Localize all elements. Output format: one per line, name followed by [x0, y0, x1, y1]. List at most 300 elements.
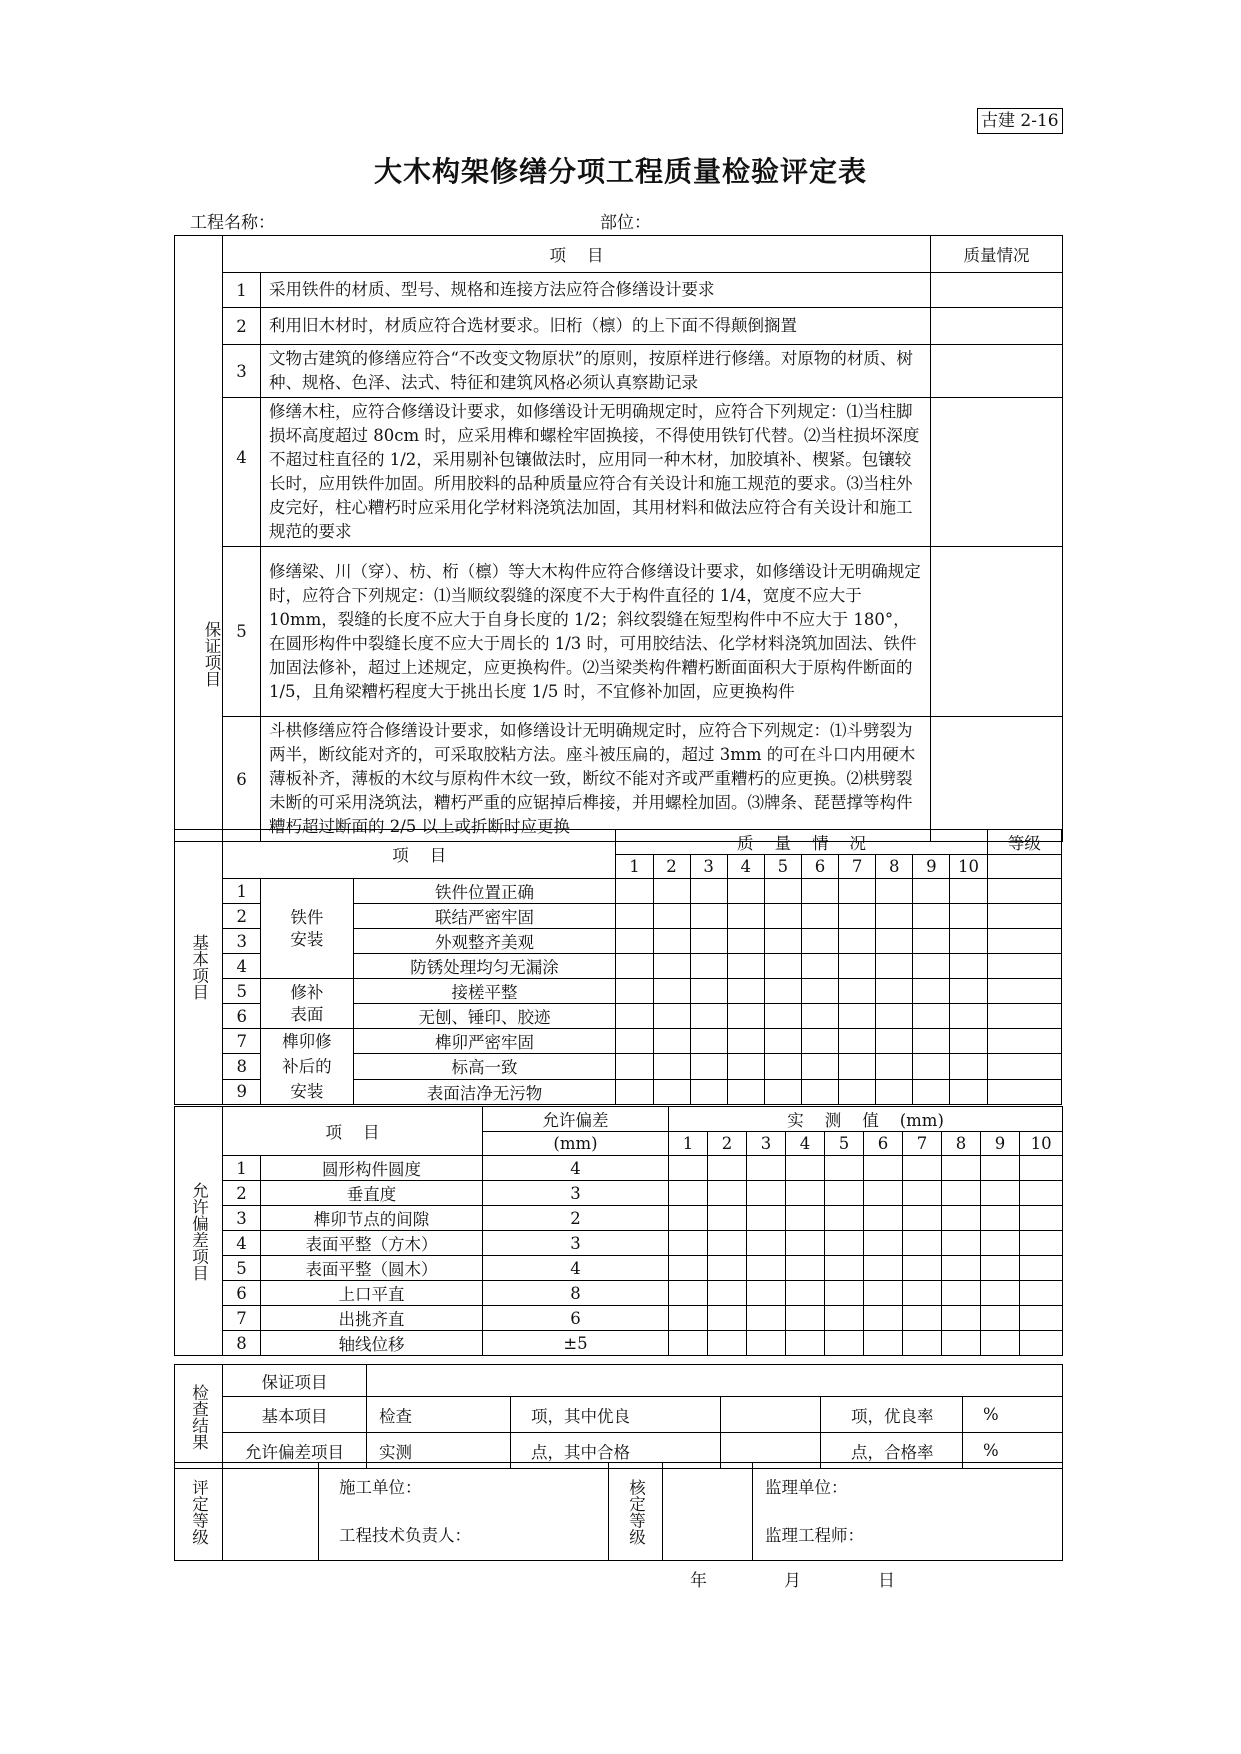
basic-cell[interactable]: [727, 1054, 764, 1079]
measure-cell[interactable]: [864, 1281, 903, 1306]
guarantee-row-no: 2: [223, 308, 261, 345]
basic-cell[interactable]: [727, 929, 764, 954]
basic-col-num: 7: [839, 855, 876, 879]
basic-cell[interactable]: [876, 1054, 913, 1079]
basic-cell[interactable]: [727, 979, 764, 1004]
basic-cell[interactable]: [950, 1004, 987, 1029]
tolerance-row-allow: 4: [483, 1156, 669, 1181]
basic-cell[interactable]: [690, 1079, 727, 1104]
basic-cell[interactable]: [727, 879, 764, 904]
basic-cell[interactable]: [876, 879, 913, 904]
measure-cell[interactable]: [903, 1306, 942, 1331]
basic-cell[interactable]: [764, 904, 801, 929]
measure-cell[interactable]: [786, 1281, 825, 1306]
basic-cell[interactable]: [764, 1029, 801, 1054]
basic-cell[interactable]: [913, 1054, 950, 1079]
measure-cell[interactable]: [942, 1306, 981, 1331]
measure-cell[interactable]: [903, 1181, 942, 1206]
basic-cell[interactable]: [653, 1029, 690, 1054]
form-code: 古建 2-16: [977, 108, 1063, 134]
basic-grade-cell[interactable]: [987, 855, 1061, 879]
measure-cell[interactable]: [825, 1281, 864, 1306]
measure-cell[interactable]: [942, 1156, 981, 1181]
basic-cell[interactable]: [616, 979, 653, 1004]
basic-col-num: 4: [727, 855, 764, 879]
measure-cell[interactable]: [864, 1306, 903, 1331]
result-section-label: 检查结果: [175, 1365, 223, 1469]
basic-cell[interactable]: [950, 929, 987, 954]
guarantee-row-quality[interactable]: [931, 345, 1063, 398]
basic-col-num: 8: [876, 855, 913, 879]
result-basic-item-of: 项，其中优良: [511, 1397, 721, 1433]
basic-cell[interactable]: [913, 1004, 950, 1029]
measure-cell[interactable]: [669, 1256, 708, 1281]
measure-cell[interactable]: [864, 1181, 903, 1206]
basic-cell[interactable]: [913, 979, 950, 1004]
verify-grade-label: 核定等级: [609, 1463, 663, 1561]
basic-cell[interactable]: [876, 1079, 913, 1104]
guarantee-row-text: 修缮木柱，应符合修缮设计要求，如修缮设计无明确规定时，应符合下列规定：⑴当柱脚损坏高度超过 80cm 时，应采用榫和螺栓牢固换接，不得使用铁钉代替。⑵当柱损坏深度不超过柱直径的 1/2，采用剔补包镶做法时，应用同一种木材，加胶填补、楔紧。包镶较长时，应用铁件加固。所用胶料的品种质量应符合有关设计和施工规范的要求。⑶当柱外皮完好，柱心糟朽时应采用化学材料浇筑法加固，其用材料和做法应符合有关设计和施工规范的要求: [261, 398, 931, 547]
basic-col-num: 2: [653, 855, 690, 879]
basic-cell[interactable]: [727, 1004, 764, 1029]
basic-cell[interactable]: [653, 1004, 690, 1029]
guarantee-row-quality[interactable]: [931, 273, 1063, 308]
basic-cell[interactable]: [950, 1079, 987, 1104]
measure-cell[interactable]: [708, 1256, 747, 1281]
basic-col-item: 项 目: [223, 830, 616, 879]
basic-cell[interactable]: [764, 1004, 801, 1029]
rating-construction-block: [319, 1463, 609, 1561]
result-tolerance-rate: 点，合格率: [821, 1433, 963, 1469]
basic-row-text: 防锈处理均匀无漏涂: [353, 954, 616, 979]
basic-cell[interactable]: [801, 1079, 838, 1104]
tolerance-row-no: 7: [223, 1306, 261, 1331]
basic-cell[interactable]: [616, 954, 653, 979]
location-label: 部位：: [600, 213, 651, 233]
tolerance-col-num: 8: [942, 1132, 981, 1156]
measure-cell[interactable]: [864, 1256, 903, 1281]
basic-grade-cell[interactable]: [987, 879, 1061, 904]
tolerance-col-num: 1: [669, 1132, 708, 1156]
basic-cell[interactable]: [950, 1054, 987, 1079]
rating-section-label: 评定等级: [175, 1463, 223, 1561]
measure-cell[interactable]: [669, 1206, 708, 1231]
measure-cell[interactable]: [981, 1281, 1020, 1306]
basic-col-num: 9: [913, 855, 950, 879]
basic-cell[interactable]: [913, 879, 950, 904]
basic-cell[interactable]: [950, 954, 987, 979]
basic-cell[interactable]: [616, 1029, 653, 1054]
guarantee-row-no: 1: [223, 273, 261, 308]
measure-cell[interactable]: [942, 1181, 981, 1206]
guarantee-row-quality[interactable]: [931, 547, 1063, 717]
measure-cell[interactable]: [942, 1331, 981, 1356]
tolerance-row-no: 3: [223, 1206, 261, 1231]
guarantee-row-quality[interactable]: [931, 717, 1063, 842]
measure-cell[interactable]: [669, 1181, 708, 1206]
basic-cell[interactable]: [653, 904, 690, 929]
basic-cell[interactable]: [876, 1029, 913, 1054]
measure-cell[interactable]: [903, 1231, 942, 1256]
guarantee-row-text: 采用铁件的材质、型号、规格和连接方法应符合修缮设计要求: [261, 273, 931, 308]
basic-cell[interactable]: [727, 904, 764, 929]
measure-cell[interactable]: [786, 1306, 825, 1331]
basic-cell[interactable]: [913, 1079, 950, 1104]
basic-cell[interactable]: [801, 879, 838, 904]
basic-cell[interactable]: [801, 979, 838, 1004]
tolerance-row-allow: 3: [483, 1231, 669, 1256]
measure-cell[interactable]: [942, 1256, 981, 1281]
verify-grade-cell[interactable]: [663, 1463, 753, 1561]
basic-cell[interactable]: [690, 904, 727, 929]
measure-cell[interactable]: [786, 1206, 825, 1231]
basic-cell[interactable]: [764, 1054, 801, 1079]
measure-cell[interactable]: [903, 1156, 942, 1181]
basic-cell[interactable]: [727, 1029, 764, 1054]
basic-row-text: 标高一致: [353, 1054, 616, 1079]
guarantee-row-quality[interactable]: [931, 398, 1063, 547]
measure-cell[interactable]: [942, 1206, 981, 1231]
measure-cell[interactable]: [825, 1206, 864, 1231]
tolerance-row-no: 6: [223, 1281, 261, 1306]
basic-cell[interactable]: [727, 954, 764, 979]
basic-row-text: 表面洁净无污物: [353, 1079, 616, 1104]
measure-cell[interactable]: [1020, 1231, 1063, 1256]
result-basic-percent: %: [963, 1397, 1063, 1433]
tolerance-col-num: 2: [708, 1132, 747, 1156]
basic-grade-cell[interactable]: [987, 1029, 1061, 1054]
measure-cell[interactable]: [942, 1281, 981, 1306]
measure-cell[interactable]: [747, 1231, 786, 1256]
basic-cell[interactable]: [690, 1054, 727, 1079]
measure-cell[interactable]: [1020, 1306, 1063, 1331]
basic-cell[interactable]: [913, 904, 950, 929]
measure-cell[interactable]: [1020, 1206, 1063, 1231]
measure-cell[interactable]: [669, 1306, 708, 1331]
measure-cell[interactable]: [786, 1231, 825, 1256]
basic-cell[interactable]: [876, 1004, 913, 1029]
measure-cell[interactable]: [825, 1181, 864, 1206]
measure-cell[interactable]: [1020, 1331, 1063, 1356]
result-basic-excellent-count[interactable]: [721, 1397, 821, 1433]
tolerance-row-no: 4: [223, 1231, 261, 1256]
tolerance-row-allow: 6: [483, 1306, 669, 1331]
result-tolerance-percent: %: [963, 1433, 1063, 1469]
basic-group-label: 铁件安装: [261, 879, 353, 979]
basic-cell[interactable]: [839, 1079, 876, 1104]
basic-cell[interactable]: [801, 954, 838, 979]
basic-cell[interactable]: [764, 954, 801, 979]
basic-cell[interactable]: [764, 929, 801, 954]
tolerance-row-text: 表面平整（方木）: [261, 1231, 483, 1256]
measure-cell[interactable]: [786, 1181, 825, 1206]
measure-cell[interactable]: [786, 1256, 825, 1281]
rating-supervision-block: [753, 1463, 1063, 1561]
basic-cell[interactable]: [950, 1029, 987, 1054]
measure-cell[interactable]: [708, 1306, 747, 1331]
basic-row-text: 无刨、锤印、胶迹: [353, 1004, 616, 1029]
measure-cell[interactable]: [669, 1231, 708, 1256]
date-year: 年: [690, 1571, 707, 1591]
measure-cell[interactable]: [942, 1231, 981, 1256]
guarantee-row-no: 5: [223, 547, 261, 717]
tolerance-col-num: 6: [864, 1132, 903, 1156]
basic-cell[interactable]: [876, 979, 913, 1004]
rating-grade-cell[interactable]: [223, 1463, 319, 1561]
basic-grade-cell[interactable]: [987, 904, 1061, 929]
basic-row-text: 外观整齐美观: [353, 929, 616, 954]
measure-cell[interactable]: [747, 1256, 786, 1281]
basic-cell[interactable]: [690, 879, 727, 904]
page-title: 大木构架修缮分项工程质量检验评定表: [373, 155, 867, 188]
basic-section-label: 基本项目: [175, 830, 223, 1105]
measure-cell[interactable]: [981, 1206, 1020, 1231]
tolerance-row-allow: 2: [483, 1206, 669, 1231]
measure-cell[interactable]: [708, 1331, 747, 1356]
tolerance-row-text: 垂直度: [261, 1181, 483, 1206]
basic-col-num: 6: [801, 855, 838, 879]
basic-cell[interactable]: [876, 929, 913, 954]
measure-cell[interactable]: [747, 1331, 786, 1356]
guarantee-row-no: 3: [223, 345, 261, 398]
basic-cell[interactable]: [653, 1079, 690, 1104]
measure-cell[interactable]: [747, 1206, 786, 1231]
measure-cell[interactable]: [669, 1331, 708, 1356]
tech-leader-label: 工程技术负责人：: [339, 1525, 471, 1545]
basic-cell[interactable]: [839, 879, 876, 904]
basic-grade-cell[interactable]: [987, 1054, 1061, 1079]
basic-cell[interactable]: [839, 954, 876, 979]
guarantee-row-no: 4: [223, 398, 261, 547]
basic-row-no: 6: [223, 1004, 261, 1029]
measure-cell[interactable]: [708, 1281, 747, 1306]
measure-cell[interactable]: [669, 1281, 708, 1306]
tolerance-row-allow: 8: [483, 1281, 669, 1306]
result-guarantee-value[interactable]: [367, 1365, 1063, 1397]
basic-cell[interactable]: [653, 954, 690, 979]
basic-row-no: 1: [223, 879, 261, 904]
basic-grade-cell[interactable]: [987, 1079, 1061, 1104]
measure-cell[interactable]: [747, 1306, 786, 1331]
tolerance-row-allow: 3: [483, 1181, 669, 1206]
measure-cell[interactable]: [747, 1281, 786, 1306]
measure-cell[interactable]: [825, 1306, 864, 1331]
basic-cell[interactable]: [876, 954, 913, 979]
rating-table: [174, 1462, 1063, 1561]
result-tolerance-point-of: 点，其中合格: [511, 1433, 721, 1469]
basic-col-num: 5: [764, 855, 801, 879]
measure-cell[interactable]: [708, 1181, 747, 1206]
tolerance-row-text: 圆形构件圆度: [261, 1156, 483, 1181]
basic-table: [174, 829, 1062, 1105]
basic-cell[interactable]: [839, 904, 876, 929]
tolerance-row-text: 轴线位移: [261, 1331, 483, 1356]
measure-cell[interactable]: [669, 1156, 708, 1181]
basic-cell[interactable]: [690, 1004, 727, 1029]
basic-cell[interactable]: [801, 1054, 838, 1079]
basic-col-num: 10: [950, 855, 987, 879]
tolerance-col-num: 7: [903, 1132, 942, 1156]
tolerance-row-no: 8: [223, 1331, 261, 1356]
guarantee-section-label: 保证项目: [175, 236, 223, 842]
tolerance-table: [174, 1106, 1063, 1356]
measure-cell[interactable]: [747, 1156, 786, 1181]
result-basic-rate: 项，优良率: [821, 1397, 963, 1433]
tolerance-row-text: 出挑齐直: [261, 1306, 483, 1331]
basic-cell[interactable]: [913, 929, 950, 954]
tolerance-row-no: 1: [223, 1156, 261, 1181]
basic-cell[interactable]: [801, 1029, 838, 1054]
guarantee-row-text: 利用旧木材时，材质应符合选材要求。旧桁（檩）的上下面不得颠倒搁置: [261, 308, 931, 345]
date-day: 日: [878, 1571, 895, 1591]
basic-cell[interactable]: [764, 1079, 801, 1104]
tolerance-section-label: 允许偏差项目: [175, 1107, 223, 1356]
supervision-unit-label: 监理单位：: [765, 1477, 848, 1497]
basic-cell[interactable]: [801, 904, 838, 929]
measure-cell[interactable]: [903, 1206, 942, 1231]
measure-cell[interactable]: [786, 1156, 825, 1181]
measure-cell[interactable]: [708, 1156, 747, 1181]
basic-cell[interactable]: [616, 879, 653, 904]
guarantee-row-text: 文物古建筑的修缮应符合“不改变文物原状”的原则，按原样进行修缮。对原物的材质、树种、规格、色泽、法式、特征和建筑风格必须认真察勘记录: [261, 345, 931, 398]
tolerance-col-allow-unit: (mm): [483, 1132, 669, 1156]
measure-cell[interactable]: [903, 1331, 942, 1356]
result-tolerance-measure: 实测: [367, 1433, 511, 1469]
basic-cell[interactable]: [913, 1029, 950, 1054]
basic-row-no: 4: [223, 954, 261, 979]
tolerance-col-num: 5: [825, 1132, 864, 1156]
measure-cell[interactable]: [864, 1206, 903, 1231]
basic-grade-cell[interactable]: [987, 979, 1061, 1004]
basic-grade-cell[interactable]: [987, 1004, 1061, 1029]
tolerance-row-allow: 4: [483, 1256, 669, 1281]
basic-cell[interactable]: [764, 979, 801, 1004]
basic-cell[interactable]: [801, 929, 838, 954]
basic-row-no: 7: [223, 1029, 261, 1054]
basic-cell[interactable]: [839, 1054, 876, 1079]
basic-cell[interactable]: [616, 1004, 653, 1029]
basic-cell[interactable]: [690, 1029, 727, 1054]
measure-cell[interactable]: [981, 1331, 1020, 1356]
measure-cell[interactable]: [1020, 1281, 1063, 1306]
guarantee-row-quality[interactable]: [931, 308, 1063, 345]
supervision-engineer-label: 监理工程师：: [765, 1525, 864, 1545]
measure-cell[interactable]: [825, 1156, 864, 1181]
basic-cell[interactable]: [876, 904, 913, 929]
basic-cell[interactable]: [839, 929, 876, 954]
basic-grade-cell[interactable]: [987, 954, 1061, 979]
result-basic-label: 基本项目: [223, 1397, 367, 1433]
measure-cell[interactable]: [864, 1156, 903, 1181]
result-tolerance-label: 允许偏差项目: [223, 1433, 367, 1469]
basic-col-num: 1: [616, 855, 653, 879]
measure-cell[interactable]: [981, 1256, 1020, 1281]
measure-cell[interactable]: [1020, 1256, 1063, 1281]
measure-cell[interactable]: [981, 1231, 1020, 1256]
guarantee-col-item: 项 目: [223, 236, 931, 273]
guarantee-row-text: 修缮梁、川（穿）、枋、桁（檩）等大木构件应符合修缮设计要求，如修缮设计无明确规定时，应符合下列规定：⑴当顺纹裂缝的深度不大于构件直径的 1/4，宽度不应大于 10mm，裂缝的长度不应大于自身长度的 1/2；斜纹裂缝在短型构件中不应大于 180°，在圆形构件中裂缝长度不应大于周长的 1/3 时，可用胶结法、化学材料浇筑加固法、铁件加固法修补，超过上述规定，应更换构件。⑵当梁类构件糟朽断面面积大于原构件断面的 1/5，且角梁糟朽程度大于挑出长度 1/5 时，不宜修补加固，应更换构件: [261, 547, 931, 717]
measure-cell[interactable]: [903, 1281, 942, 1306]
basic-row-no: 5: [223, 979, 261, 1004]
basic-cell[interactable]: [690, 979, 727, 1004]
basic-cell[interactable]: [764, 879, 801, 904]
measure-cell[interactable]: [825, 1256, 864, 1281]
measure-cell[interactable]: [981, 1156, 1020, 1181]
construction-unit-label: 施工单位：: [339, 1477, 422, 1497]
basic-cell[interactable]: [950, 879, 987, 904]
guarantee-row-text: 斗栱修缮应符合修缮设计要求，如修缮设计无明确规定时，应符合下列规定：⑴斗劈裂为两半，断纹能对齐的，可采取胶粘方法。座斗被压扁的，超过 3mm 的可在斗口内用硬木薄板补齐，薄板的木纹与原构件木纹一致，断纹不能对齐或严重糟朽的应更换。⑵栱劈裂未断的可采用浇筑法，糟朽严重的应锯掉后榫接，并用螺栓加固。⑶牌条、琵琶撑等构件糟朽超过断面的 2/5 以上或折断时应更换: [261, 717, 931, 842]
basic-grade-cell[interactable]: [987, 929, 1061, 954]
basic-row-no: 9: [223, 1079, 261, 1104]
measure-cell[interactable]: [864, 1331, 903, 1356]
measure-cell[interactable]: [1020, 1181, 1063, 1206]
measure-cell[interactable]: [1020, 1156, 1063, 1181]
basic-cell[interactable]: [616, 929, 653, 954]
tolerance-row-no: 5: [223, 1256, 261, 1281]
basic-row-no: 2: [223, 904, 261, 929]
measure-cell[interactable]: [825, 1231, 864, 1256]
basic-col-quality: 质 量 情 况: [616, 830, 987, 855]
basic-row-no: 8: [223, 1054, 261, 1079]
basic-cell[interactable]: [653, 979, 690, 1004]
tolerance-col-num: 3: [747, 1132, 786, 1156]
measure-cell[interactable]: [708, 1206, 747, 1231]
measure-cell[interactable]: [825, 1331, 864, 1356]
basic-row-text: 榫卯严密牢固: [353, 1029, 616, 1054]
measure-cell[interactable]: [981, 1306, 1020, 1331]
measure-cell[interactable]: [981, 1181, 1020, 1206]
basic-cell[interactable]: [653, 879, 690, 904]
guarantee-col-quality: 质量情况: [931, 236, 1063, 273]
tolerance-row-text: 上口平直: [261, 1281, 483, 1306]
basic-cell[interactable]: [616, 1054, 653, 1079]
measure-cell[interactable]: [747, 1181, 786, 1206]
measure-cell[interactable]: [864, 1231, 903, 1256]
result-guarantee-label: 保证项目: [223, 1365, 367, 1397]
tolerance-col-num: 4: [786, 1132, 825, 1156]
basic-cell[interactable]: [616, 904, 653, 929]
basic-row-text: 接槎平整: [353, 979, 616, 1004]
basic-col-num: 3: [690, 855, 727, 879]
basic-cell[interactable]: [727, 1079, 764, 1104]
basic-cell[interactable]: [653, 929, 690, 954]
tolerance-row-no: 2: [223, 1181, 261, 1206]
guarantee-table: [174, 235, 1063, 842]
tolerance-col-allow: 允许偏差: [483, 1107, 669, 1132]
tolerance-col-item: 项 目: [223, 1107, 483, 1156]
basic-group-label: 修补表面: [261, 979, 353, 1029]
basic-cell[interactable]: [690, 954, 727, 979]
basic-cell[interactable]: [653, 1054, 690, 1079]
basic-cell[interactable]: [616, 1079, 653, 1104]
tolerance-col-num: 10: [1020, 1132, 1063, 1156]
basic-cell[interactable]: [690, 929, 727, 954]
basic-cell[interactable]: [839, 1004, 876, 1029]
measure-cell[interactable]: [786, 1331, 825, 1356]
basic-col-grade: 等级: [987, 830, 1061, 855]
measure-cell[interactable]: [708, 1231, 747, 1256]
project-name-label: 工程名称：: [190, 213, 275, 233]
basic-cell[interactable]: [950, 904, 987, 929]
basic-cell[interactable]: [801, 1004, 838, 1029]
result-table: [174, 1364, 1063, 1469]
measure-cell[interactable]: [903, 1256, 942, 1281]
basic-cell[interactable]: [913, 954, 950, 979]
basic-cell[interactable]: [950, 979, 987, 1004]
basic-cell[interactable]: [839, 1029, 876, 1054]
basic-cell[interactable]: [839, 979, 876, 1004]
tolerance-row-allow: ±5: [483, 1331, 669, 1356]
